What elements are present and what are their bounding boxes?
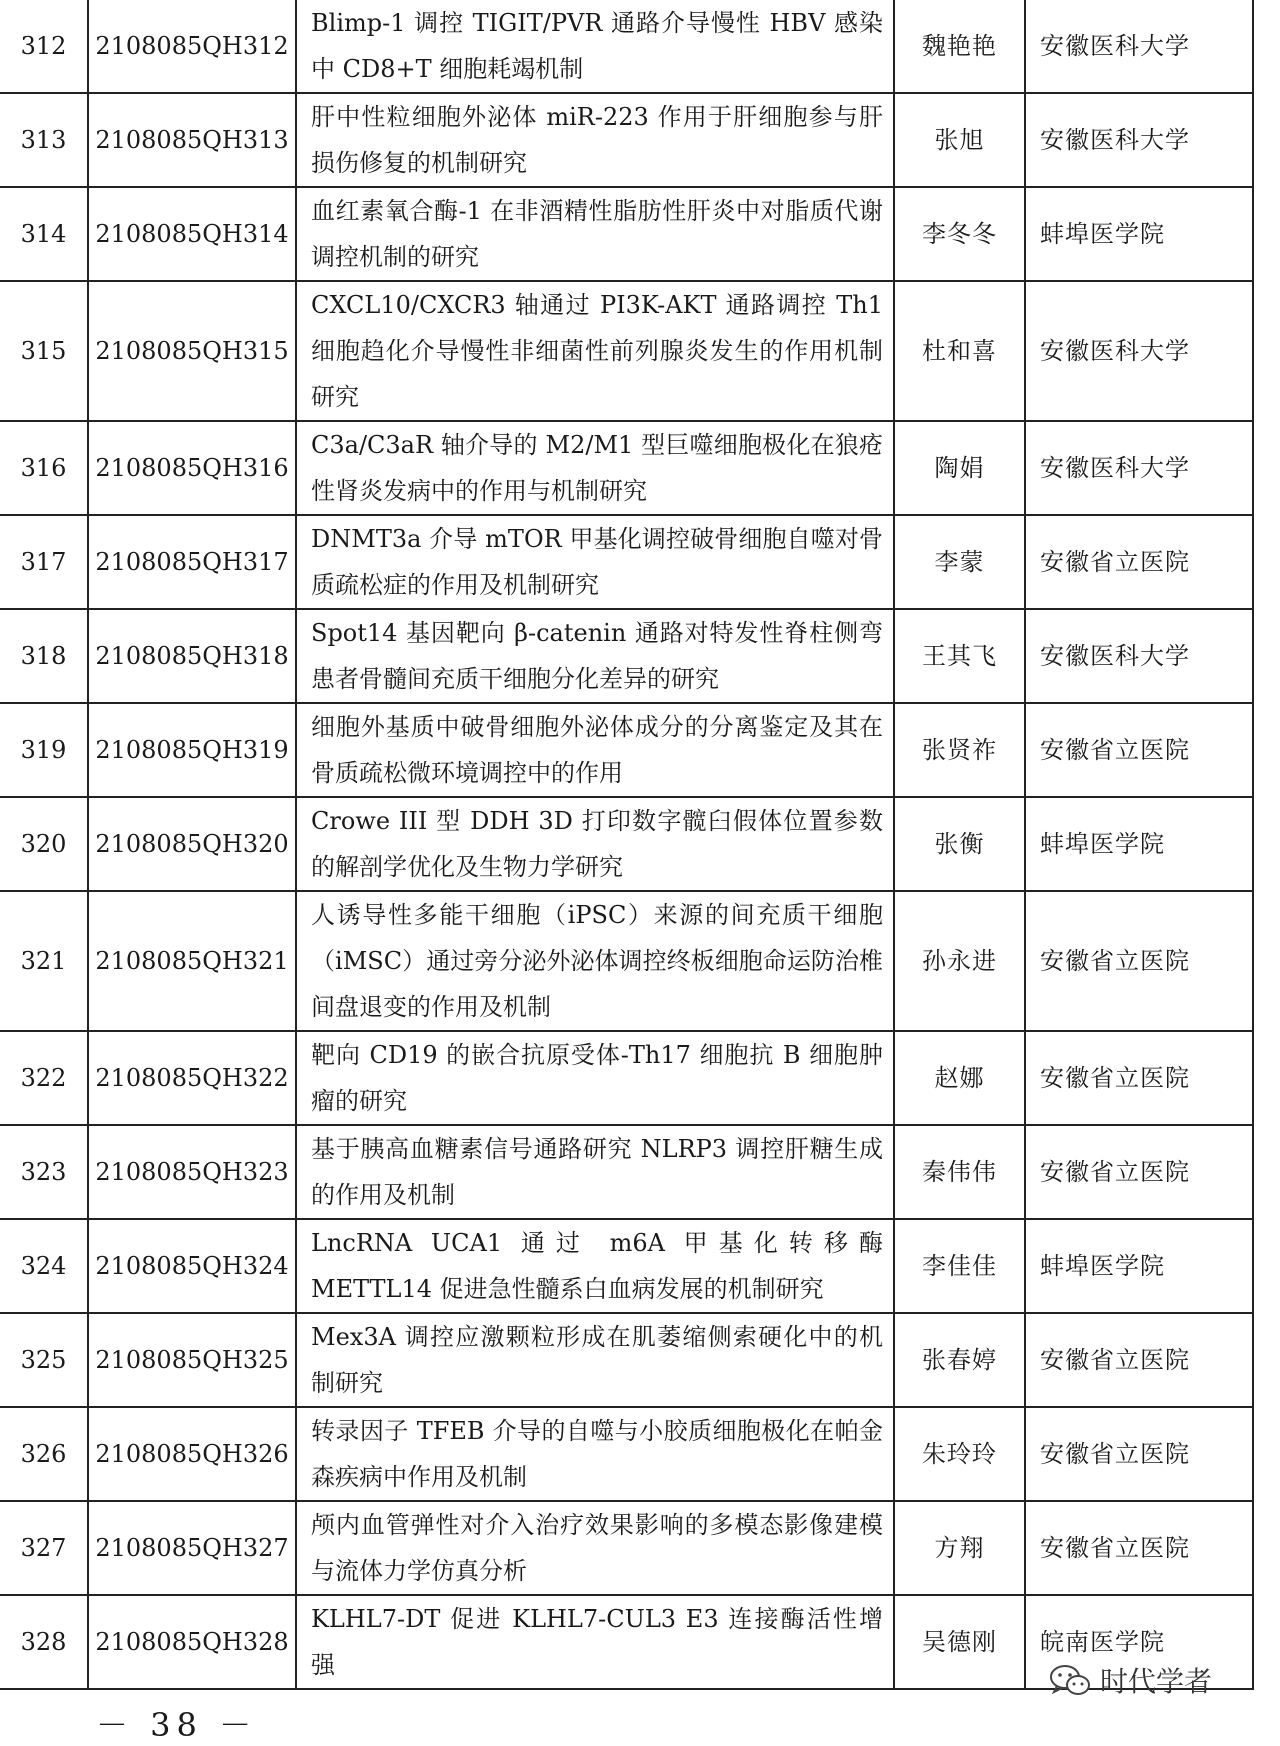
project-id: 2108085QH312 xyxy=(88,0,296,93)
institution: 安徽省立医院 xyxy=(1025,515,1253,609)
project-leader: 张旭 xyxy=(894,93,1025,187)
project-id: 2108085QH319 xyxy=(88,703,296,797)
project-leader: 方翔 xyxy=(894,1501,1025,1595)
table-row xyxy=(0,609,1253,703)
table-row xyxy=(0,93,1253,187)
table-row xyxy=(0,1219,1253,1313)
wechat-icon xyxy=(1048,1662,1092,1698)
row-number: 316 xyxy=(0,421,88,515)
row-number: 328 xyxy=(0,1595,88,1689)
project-leader: 赵娜 xyxy=(894,1031,1025,1125)
project-id: 2108085QH322 xyxy=(88,1031,296,1125)
institution: 皖南医学院 xyxy=(1025,1595,1253,1689)
project-leader: 陶娟 xyxy=(894,421,1025,515)
institution: 安徽医科大学 xyxy=(1025,0,1253,93)
table-row xyxy=(0,187,1253,281)
project-leader: 朱玲玲 xyxy=(894,1407,1025,1501)
project-leader: 李佳佳 xyxy=(894,1219,1025,1313)
project-title: 血红素氧合酶-1 在非酒精性脂肪性肝炎中对脂质代谢调控机制的研究 xyxy=(296,187,894,281)
project-id: 2108085QH325 xyxy=(88,1313,296,1407)
institution: 安徽医科大学 xyxy=(1025,93,1253,187)
project-id: 2108085QH321 xyxy=(88,891,296,1031)
institution: 安徽医科大学 xyxy=(1025,609,1253,703)
institution: 安徽省立医院 xyxy=(1025,1313,1253,1407)
row-number: 327 xyxy=(0,1501,88,1595)
table-row xyxy=(0,281,1253,421)
institution: 安徽省立医院 xyxy=(1025,703,1253,797)
row-number: 312 xyxy=(0,0,88,93)
table-row xyxy=(0,1501,1253,1595)
row-number: 323 xyxy=(0,1125,88,1219)
table-row xyxy=(0,421,1253,515)
row-number: 318 xyxy=(0,609,88,703)
institution: 安徽省立医院 xyxy=(1025,1125,1253,1219)
institution: 安徽省立医院 xyxy=(1025,1501,1253,1595)
row-number: 319 xyxy=(0,703,88,797)
project-title: C3a/C3aR 轴介导的 M2/M1 型巨噬细胞极化在狼疮性肾炎发病中的作用与机制研究 xyxy=(296,421,894,515)
project-title: 基于胰高血糖素信号通路研究 NLRP3 调控肝糖生成的作用及机制 xyxy=(296,1125,894,1219)
project-id: 2108085QH320 xyxy=(88,797,296,891)
project-leader: 孙永进 xyxy=(894,891,1025,1031)
project-title: 转录因子 TFEB 介导的自噬与小胶质细胞极化在帕金森疾病中作用及机制 xyxy=(296,1407,894,1501)
project-id: 2108085QH317 xyxy=(88,515,296,609)
watermark xyxy=(1048,1660,1212,1700)
project-title: 细胞外基质中破骨细胞外泌体成分的分离鉴定及其在骨质疏松微环境调控中的作用 xyxy=(296,703,894,797)
project-id: 2108085QH327 xyxy=(88,1501,296,1595)
row-number: 320 xyxy=(0,797,88,891)
project-leader: 吴德刚 xyxy=(894,1595,1025,1689)
project-id: 2108085QH315 xyxy=(88,281,296,421)
table-row xyxy=(0,1125,1253,1219)
institution: 安徽医科大学 xyxy=(1025,421,1253,515)
table-row xyxy=(0,703,1253,797)
institution: 安徽省立医院 xyxy=(1025,891,1253,1031)
watermark-text: 时代学者 xyxy=(1100,1665,1213,1698)
project-id: 2108085QH318 xyxy=(88,609,296,703)
project-title: 靶向 CD19 的嵌合抗原受体-Th17 细胞抗 B 细胞肿瘤的研究 xyxy=(296,1031,894,1125)
row-number: 315 xyxy=(0,281,88,421)
row-number: 322 xyxy=(0,1031,88,1125)
institution: 蚌埠医学院 xyxy=(1025,1219,1253,1313)
project-title: 颅内血管弹性对介入治疗效果影响的多模态影像建模与流体力学仿真分析 xyxy=(296,1501,894,1595)
project-leader: 张衡 xyxy=(894,797,1025,891)
project-title: LncRNA UCA1 通过 m6A 甲基化转移酶 METTL14 促进急性髓系白血病发展的机制研究 xyxy=(296,1219,894,1313)
project-leader: 李冬冬 xyxy=(894,187,1025,281)
institution: 安徽医科大学 xyxy=(1025,281,1253,421)
project-title: Spot14 基因靶向 β-catenin 通路对特发性脊柱侧弯患者骨髓间充质干细胞分化差异的研究 xyxy=(296,609,894,703)
project-title: KLHL7-DT 促进 KLHL7-CUL3 E3 连接酶活性增强 xyxy=(296,1595,894,1689)
row-number: 326 xyxy=(0,1407,88,1501)
institution: 安徽省立医院 xyxy=(1025,1407,1253,1501)
project-title: 人诱导性多能干细胞（iPSC）来源的间充质干细胞（iMSC）通过旁分泌外泌体调控终板细胞命运防治椎间盘退变的作用及机制 xyxy=(296,891,894,1031)
project-title: DNMT3a 介导 mTOR 甲基化调控破骨细胞自噬对骨质疏松症的作用及机制研究 xyxy=(296,515,894,609)
row-number: 314 xyxy=(0,187,88,281)
project-leader: 张贤祚 xyxy=(894,703,1025,797)
table-row xyxy=(0,1031,1253,1125)
project-id: 2108085QH328 xyxy=(88,1595,296,1689)
table-row xyxy=(0,0,1253,93)
project-leader: 李蒙 xyxy=(894,515,1025,609)
institution: 蚌埠医学院 xyxy=(1025,187,1253,281)
project-id: 2108085QH323 xyxy=(88,1125,296,1219)
project-title: CXCL10/CXCR3 轴通过 PI3K-AKT 通路调控 Th1 细胞趋化介导慢性非细菌性前列腺炎发生的作用机制研究 xyxy=(296,281,894,421)
row-number: 321 xyxy=(0,891,88,1031)
row-number: 317 xyxy=(0,515,88,609)
table-row xyxy=(0,891,1253,1031)
project-id: 2108085QH316 xyxy=(88,421,296,515)
project-leader: 秦伟伟 xyxy=(894,1125,1025,1219)
project-title: Blimp-1 调控 TIGIT/PVR 通路介导慢性 HBV 感染中 CD8+T 细胞耗竭机制 xyxy=(296,0,894,93)
table-row xyxy=(0,1313,1253,1407)
project-leader: 张春婷 xyxy=(894,1313,1025,1407)
project-leader: 杜和喜 xyxy=(894,281,1025,421)
project-title: Mex3A 调控应激颗粒形成在肌萎缩侧索硬化中的机制研究 xyxy=(296,1313,894,1407)
project-title: 肝中性粒细胞外泌体 miR-223 作用于肝细胞参与肝损伤修复的机制研究 xyxy=(296,93,894,187)
project-id: 2108085QH326 xyxy=(88,1407,296,1501)
page-number: － 38 － xyxy=(96,1706,258,1744)
table-row xyxy=(0,1407,1253,1501)
project-leader: 王其飞 xyxy=(894,609,1025,703)
row-number: 325 xyxy=(0,1313,88,1407)
project-leader: 魏艳艳 xyxy=(894,0,1025,93)
institution: 蚌埠医学院 xyxy=(1025,797,1253,891)
project-title: Crowe III 型 DDH 3D 打印数字髋臼假体位置参数的解剖学优化及生物力学研究 xyxy=(296,797,894,891)
row-number: 313 xyxy=(0,93,88,187)
project-id: 2108085QH324 xyxy=(88,1219,296,1313)
row-number: 324 xyxy=(0,1219,88,1313)
institution: 安徽省立医院 xyxy=(1025,1031,1253,1125)
table-row xyxy=(0,515,1253,609)
table-row xyxy=(0,797,1253,891)
project-id: 2108085QH313 xyxy=(88,93,296,187)
project-id: 2108085QH314 xyxy=(88,187,296,281)
